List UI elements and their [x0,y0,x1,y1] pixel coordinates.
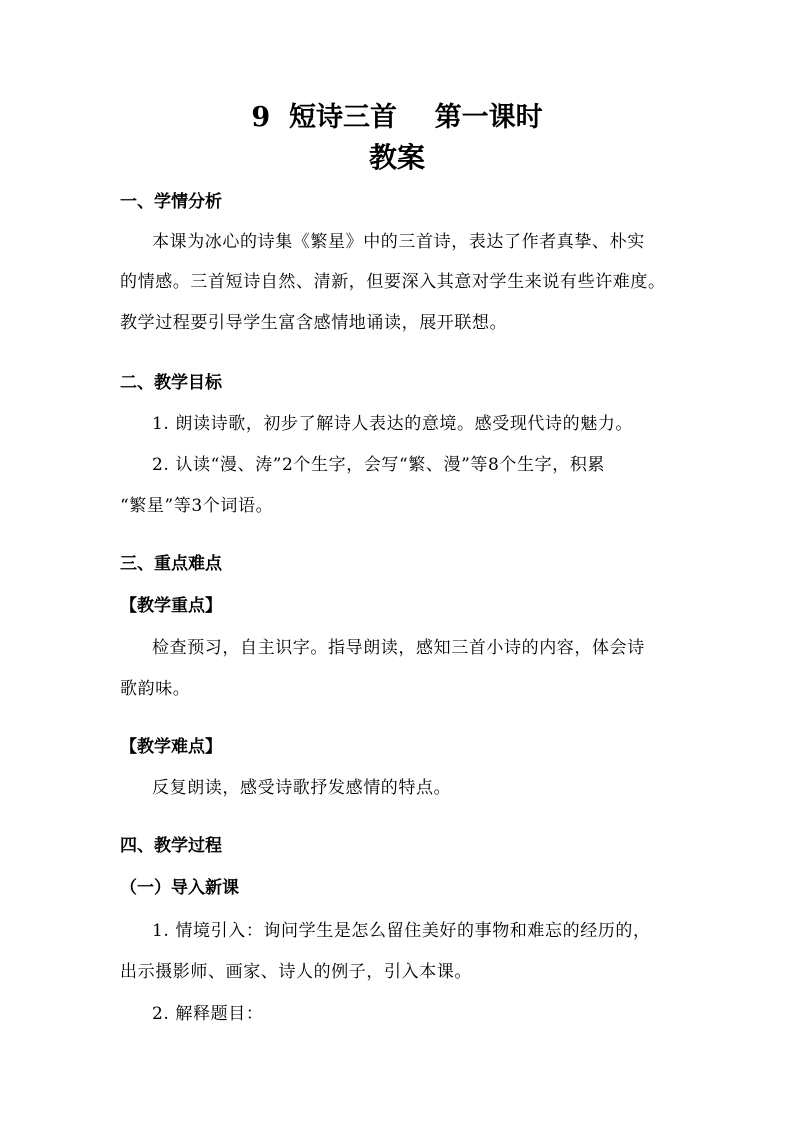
difficulty-text: 反复朗读，感受诗歌抒发感情的特点。 [152,778,452,798]
goal-item-2: 2. 认读“漫、涛”2个生字，会写“繁、漫”等8个生字，积累 [152,455,606,475]
section-heading-process: 四、教学过程 [120,836,222,856]
focus-label: 【教学重点】 [120,596,222,616]
document-title: 9 短诗三首 第一课时 [251,102,543,133]
step-1: 1. 情境引入：询问学生是怎么留住美好的事物和难忘的经历的， [152,921,651,941]
section-heading-goals: 二、教学目标 [120,373,222,393]
step-1-cont: 出示摄影师、画家、诗人的例子，引入本课。 [120,962,472,982]
section-heading-analysis: 一、学情分析 [120,192,222,212]
paragraph-line: 本课为冰心的诗集《繁星》中的三首诗，表达了作者真挚、朴实 [152,232,645,252]
difficulty-label: 【教学难点】 [120,737,222,757]
goal-item-1: 1. 朗读诗歌，初步了解诗人表达的意境。感受现代诗的魅力。 [152,414,634,434]
step-2: 2. 解释题目： [152,1004,264,1024]
focus-text: 检查预习，自主识字。指导朗读，感知三首小诗的内容，体会诗 [152,638,645,658]
document-subtitle: 教案 [368,141,425,174]
subsection-heading: （一）导入新课 [120,878,239,898]
paragraph-line: 教学过程要引导学生富含感情地诵读，展开联想。 [120,313,508,333]
section-heading-focus: 三、重点难点 [120,554,222,574]
focus-text-cont: 歌韵味。 [120,679,191,699]
paragraph-line: 的情感。三首短诗自然、清新，但要深入其意对学生来说有些许难度。 [120,272,666,292]
goal-item-2-cont: “繁星”等3个词语。 [120,496,274,516]
